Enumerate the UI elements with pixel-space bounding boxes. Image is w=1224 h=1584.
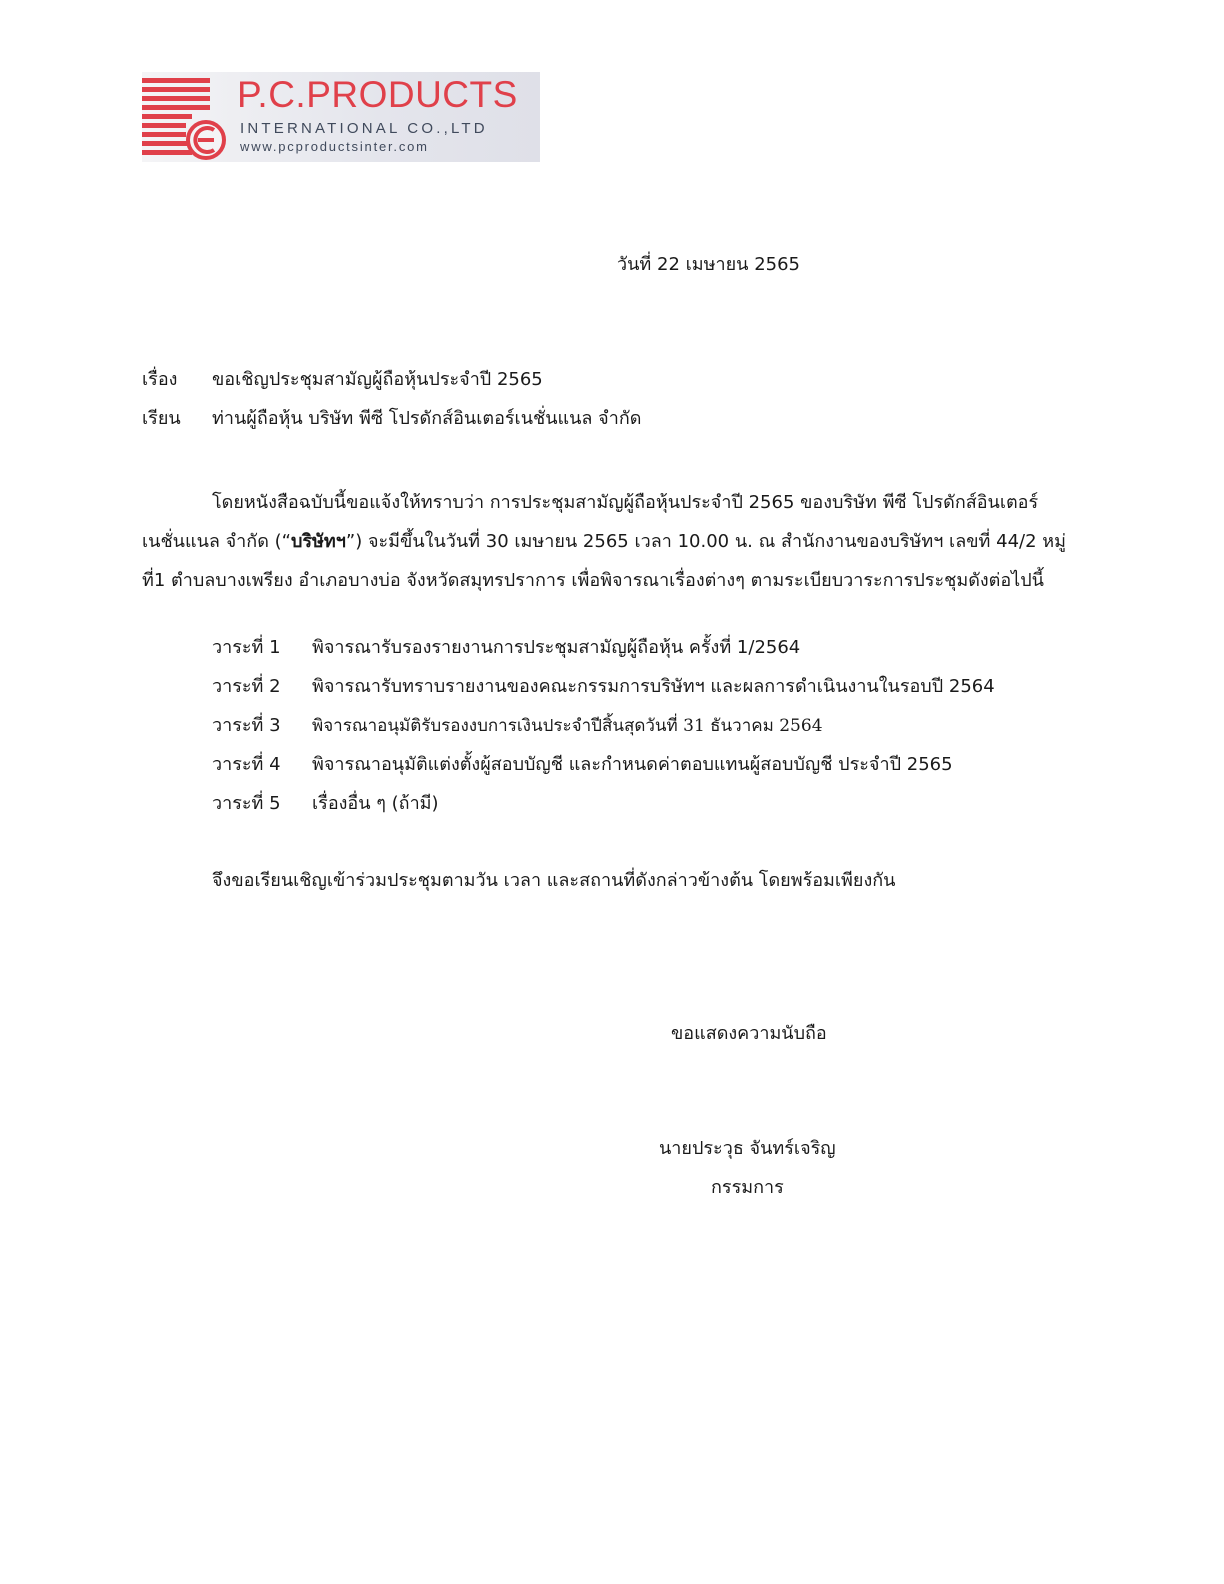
agenda-item-label: วาระที่ 4 [212, 754, 281, 775]
closing-text: ขอแสดงความนับถือ [671, 1023, 827, 1044]
agenda-item [212, 715, 1032, 754]
company-website: www.pcproductsinter.com [240, 139, 429, 154]
signer-title: กรรมการ [711, 1177, 784, 1198]
agenda-item-text: พิจารณารับรองรายงานการประชุมสามัญผู้ถือหุ้น ครั้งที่ 1/2564 [312, 637, 801, 658]
body-line-1: โดยหนังสือฉบับนี้ขอแจ้งให้ทราบว่า การประชุมสามัญผู้ถือหุ้นประจำปี 2565 ของบริษัท พีซี โปรดักส์อินเตอร์ [212, 492, 1039, 513]
body-line-2-end: ”) จะมีขึ้นในวันที่ 30 เมษายน 2565 เวลา 10.00 น. ณ สำนักงานของบริษัทฯ เลขที่ 44/2 หมู่ [345, 531, 1067, 552]
body-line-2 [142, 522, 1067, 561]
company-logo-name: P.C.PRODUCTS [237, 74, 518, 115]
agenda-item-label: วาระที่ 5 [212, 793, 281, 814]
agenda-item-text: พิจารณาอนุมัติรับรองงบการเงินประจำปีสิ้นสุดวันที่ 31 ธันวาคม 2564 [312, 716, 823, 736]
signer-name: นายประวุธ จันทร์เจริญ [659, 1138, 836, 1159]
agenda-item-label: วาระที่ 2 [212, 676, 281, 697]
company-short-name: บริษัทฯ [290, 531, 346, 552]
agenda-item [212, 793, 1032, 832]
subject-label: เรื่อง [142, 369, 178, 390]
agenda-item [212, 676, 1032, 715]
agenda-item-text: เรื่องอื่น ๆ (ถ้ามี) [312, 793, 439, 814]
body-line-2-start: เนชั่นแนล จำกัด (“ [142, 531, 291, 552]
agenda-item-text: พิจารณารับทราบรายงานของคณะกรรมการบริษัทฯ และผลการดำเนินงานในรอบปี 2564 [312, 676, 995, 697]
agenda-item-text: พิจารณาอนุมัติแต่งตั้งผู้สอบบัญชี และกำหนดค่าตอบแทนผู้สอบบัญชี ประจำปี 2565 [312, 754, 953, 775]
agenda-item [212, 754, 1032, 793]
invitation-text: จึงขอเรียนเชิญเข้าร่วมประชุมตามวัน เวลา และสถานที่ดังกล่าวข้างต้น โดยพร้อมเพียงกัน [212, 870, 896, 891]
company-logo [142, 72, 540, 162]
recipient-label: เรียน [142, 408, 181, 429]
recipient-value: ท่านผู้ถือหุ้น บริษัท พีซี โปรดักส์อินเตอร์เนชั่นแนล จำกัด [212, 408, 642, 429]
letter-date: วันที่ 22 เมษายน 2565 [617, 254, 800, 275]
body-paragraph [142, 483, 1067, 600]
subject-value: ขอเชิญประชุมสามัญผู้ถือหุ้นประจำปี 2565 [212, 369, 543, 390]
company-logo-mark-icon [142, 72, 226, 162]
agenda-item-label: วาระที่ 3 [212, 715, 281, 736]
agenda-list [212, 637, 1032, 832]
agenda-item [212, 637, 1032, 676]
agenda-item-label: วาระที่ 1 [212, 637, 281, 658]
company-logo-subtitle: INTERNATIONAL CO.,LTD [240, 120, 488, 137]
body-line-3: ที่1 ตำบลบางเพรียง อำเภอบางบ่อ จังหวัดสมุทรปราการ เพื่อพิจารณาเรื่องต่างๆ ตามระเบียบวาระการประชุมดังต่อไปนี้ [142, 570, 1044, 591]
